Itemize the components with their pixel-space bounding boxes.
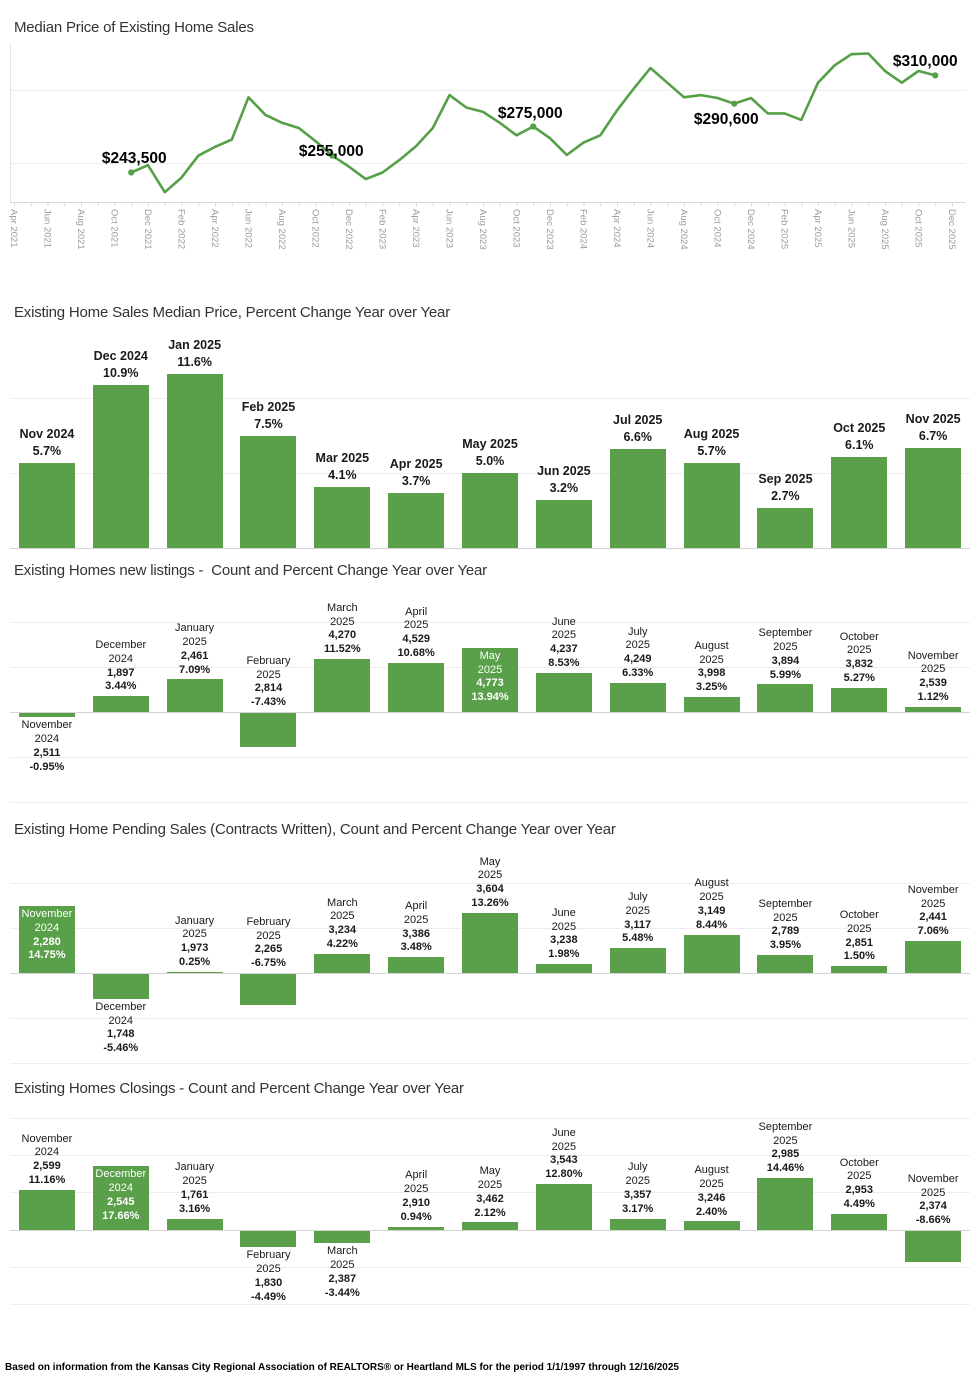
label-count: 3,832	[845, 658, 874, 671]
bar-closings-7[interactable]	[536, 1184, 592, 1230]
x-axis-label: Apr 2025	[812, 209, 823, 248]
label-pct: 5.7%	[32, 443, 62, 458]
x-axis-label: Jun 2025	[845, 209, 857, 249]
label-year: 2025	[182, 928, 207, 941]
price-annotation: $290,600	[693, 110, 759, 128]
label-month: October	[839, 908, 879, 921]
label-count: 2,599	[33, 1160, 61, 1173]
label-pct: 2.7%	[771, 488, 800, 503]
bar-value-label	[150, 1161, 240, 1216]
label-pct: 7.06%	[917, 925, 949, 938]
label-count: 3,998	[697, 667, 726, 680]
x-axis-label: Apr 2022	[209, 209, 220, 248]
label-year: 2025	[403, 619, 429, 632]
bar-closings-8[interactable]	[610, 1219, 666, 1230]
label-year: 2025	[477, 663, 503, 676]
label-pct: 8.44%	[695, 918, 728, 931]
label-pct: 1.50%	[843, 950, 875, 963]
label-month: February	[246, 1249, 291, 1262]
label-month: May	[479, 649, 501, 662]
label-year: 2025	[330, 910, 355, 923]
label-pct: 13.26%	[471, 896, 509, 909]
label-pct: 5.99%	[769, 668, 802, 681]
label-count: 3,543	[550, 1154, 578, 1167]
label-month: Aug 2025	[683, 426, 740, 441]
label-month: Oct 2025	[833, 420, 886, 435]
x-axis-label: Oct 2025	[912, 209, 924, 248]
label-year: 2025	[182, 635, 207, 648]
label-count: 4,529	[402, 633, 430, 646]
label-month: May 2025	[462, 437, 518, 451]
label-pct: 11.6%	[177, 355, 212, 369]
label-pct: 1.12%	[917, 691, 949, 704]
label-pct: -6.75%	[251, 957, 286, 970]
label-pct: 3.17%	[622, 1202, 654, 1215]
label-month: September	[758, 627, 813, 640]
x-axis-label: Jun 2024	[644, 209, 656, 249]
bar-closings-0[interactable]	[19, 1190, 75, 1230]
label-pct: 4.22%	[326, 938, 358, 951]
x-axis-label: Aug 2024	[678, 209, 689, 250]
label-count: 4,270	[328, 629, 357, 642]
label-year: 2025	[773, 911, 798, 924]
label-year: 2025	[182, 1175, 207, 1188]
bar-value-label	[297, 1245, 387, 1300]
x-axis-label: Apr 2024	[611, 209, 622, 248]
label-count: 2,461	[180, 649, 209, 662]
label-pct: -3.44%	[324, 1286, 360, 1299]
label-count: 2,374	[919, 1200, 947, 1213]
label-year: 2024	[108, 1182, 133, 1195]
label-month: December	[95, 1168, 147, 1181]
x-axis-label: Oct 2023	[510, 209, 522, 248]
label-count: 3,234	[328, 924, 357, 937]
x-axis-label: Aug 2022	[276, 209, 287, 250]
label-year: 2025	[330, 1259, 355, 1272]
label-pct: 14.75%	[28, 949, 66, 962]
label-year: 2025	[551, 629, 577, 642]
label-pct: 7.09%	[179, 663, 211, 676]
label-pct: 11.16%	[28, 1174, 66, 1186]
price-annotation: $310,000	[892, 53, 958, 71]
label-pct: 3.7%	[401, 473, 431, 488]
x-axis-label: Aug 2021	[75, 209, 86, 250]
label-year: 2024	[34, 733, 60, 746]
chart-title-pending-sales: Existing Home Pending Sales (Contracts Written), Count and Percent Change Year over Year	[14, 821, 616, 838]
label-count: 2,953	[845, 1184, 874, 1197]
label-year: 2025	[625, 639, 650, 652]
label-year: 2025	[847, 922, 872, 935]
label-month: May	[479, 855, 501, 868]
label-month: Jun 2025	[537, 464, 591, 478]
x-axis-label: Oct 2021	[108, 209, 120, 248]
label-count: 3,149	[697, 905, 726, 918]
label-pct: 14.46%	[766, 1162, 805, 1175]
label-pct: 6.33%	[622, 667, 654, 680]
bar-closings-12[interactable]	[905, 1231, 961, 1262]
label-month: Nov 2025	[905, 411, 961, 426]
x-axis-label: Oct 2024	[711, 209, 723, 248]
label-year: 2025	[256, 668, 281, 681]
bar-closings-3[interactable]	[240, 1231, 296, 1247]
chart-title-median-pct: Existing Home Sales Median Price, Percent Change Year over Year	[14, 304, 450, 321]
label-year: 2025	[847, 644, 872, 657]
label-pct: 8.53%	[548, 656, 580, 669]
label-month: February	[246, 915, 291, 928]
x-axis-label: Dec 2023	[544, 209, 555, 250]
label-month: Jul 2025	[613, 413, 663, 427]
label-pct: 7.5%	[254, 416, 283, 431]
x-axis-label: Jun 2022	[242, 209, 254, 249]
source-note: Based on information from the Kansas City Regional Association of REALTORS® or Heartland MLS for the period 1/1/1997 through 12/16/2025	[5, 1362, 679, 1373]
label-count: 2,280	[33, 935, 61, 948]
label-pct: 6.7%	[918, 428, 948, 443]
label-year: 2025	[330, 615, 355, 628]
label-pct: 5.0%	[475, 454, 505, 468]
label-count: 2,545	[107, 1196, 135, 1209]
y-gridline	[10, 1267, 970, 1268]
label-pct: 4.49%	[843, 1198, 875, 1211]
label-month: Jan 2025	[168, 338, 222, 352]
label-year: 2025	[477, 869, 503, 882]
label-year: 2025	[699, 1177, 724, 1190]
label-month: July	[627, 625, 648, 638]
label-month: August	[694, 1164, 729, 1177]
label-year: 2025	[920, 663, 946, 676]
label-count: 3,246	[697, 1191, 726, 1204]
label-pct: 1.98%	[548, 948, 580, 961]
label-count: 3,386	[402, 927, 430, 940]
label-pct: -8.66%	[915, 1214, 951, 1227]
x-axis-label: Apr 2021	[8, 209, 19, 248]
label-count: 2,387	[328, 1272, 357, 1285]
price-annotation: $275,000	[497, 104, 563, 122]
label-pct: 3.48%	[400, 941, 432, 954]
label-count: 3,357	[623, 1188, 652, 1201]
label-count: 3,604	[476, 883, 504, 896]
label-pct: -0.95%	[29, 760, 65, 773]
label-year: 2025	[773, 641, 798, 654]
label-month: June	[551, 1126, 576, 1139]
label-year: 2025	[847, 1170, 872, 1183]
label-count: 3,117	[624, 918, 652, 931]
label-month: September	[758, 1120, 813, 1133]
label-month: April	[405, 900, 428, 912]
label-year: 2025	[625, 904, 650, 917]
label-month: November	[21, 908, 73, 921]
label-pct: 5.7%	[697, 443, 726, 458]
label-pct: 5.27%	[843, 671, 875, 684]
zero-axis-line	[10, 1230, 970, 1231]
label-year: 2025	[256, 1262, 281, 1275]
label-pct: 11.52%	[323, 643, 361, 656]
bar-closings-9[interactable]	[684, 1221, 740, 1230]
label-month: Sep 2025	[758, 471, 813, 486]
label-month: November	[21, 1132, 73, 1145]
label-month: June	[551, 615, 576, 628]
label-pct: -7.43%	[251, 696, 286, 709]
label-year: 2025	[920, 897, 946, 910]
label-month: April	[405, 605, 428, 618]
bar-closings-4[interactable]	[314, 1231, 370, 1243]
x-axis-label: Jun 2023	[443, 209, 455, 249]
label-pct: 3.2%	[549, 481, 579, 495]
label-count: 4,237	[550, 643, 578, 656]
x-axis-label: Dec 2022	[343, 209, 354, 250]
label-month: Apr 2025	[389, 456, 443, 471]
label-count: 1,973	[180, 942, 209, 955]
label-pct: 6.1%	[845, 437, 874, 452]
label-pct: 3.44%	[105, 680, 137, 693]
label-month: July	[627, 890, 648, 903]
label-year: 2024	[34, 1146, 60, 1159]
x-axis-label: Dec 2024	[745, 209, 756, 250]
label-count: 2,511	[33, 746, 61, 759]
label-month: February	[246, 654, 291, 667]
label-count: 2,910	[402, 1197, 430, 1209]
label-month: December	[95, 638, 147, 651]
label-year: 2025	[477, 1178, 503, 1191]
label-pct: 5.48%	[622, 932, 654, 945]
label-month: September	[758, 897, 813, 910]
label-month: November	[907, 1172, 959, 1185]
label-year: 2025	[773, 1134, 798, 1147]
label-month: November	[907, 883, 959, 896]
label-count: 4,249	[623, 653, 652, 666]
label-count: 1,748	[107, 1028, 135, 1041]
label-count: 2,441	[919, 911, 947, 924]
bar-closings-11[interactable]	[831, 1214, 887, 1230]
label-month: May	[479, 1165, 501, 1178]
x-axis-label: Feb 2024	[577, 209, 589, 250]
label-pct: 12.80%	[545, 1168, 583, 1181]
label-month: Mar 2025	[315, 450, 370, 465]
label-year: 2025	[699, 653, 724, 666]
bar-closings-10[interactable]	[757, 1178, 813, 1230]
label-count: 2,265	[254, 943, 283, 956]
y-gridline	[10, 1304, 970, 1305]
chart-title-closings: Existing Homes Closings - Count and Percent Change Year over Year	[14, 1080, 464, 1097]
label-pct: -4.49%	[251, 1290, 286, 1303]
label-month: August	[694, 639, 729, 652]
x-axis-label: Feb 2023	[376, 209, 388, 250]
label-pct: 4.1%	[328, 467, 357, 482]
label-year: 2025	[551, 920, 577, 933]
chart-title-new-listings: Existing Homes new listings - Count and Percent Change Year over Year	[14, 562, 487, 579]
label-month: December	[95, 1000, 147, 1013]
label-count: 3,894	[771, 654, 800, 667]
label-month: Feb 2025	[241, 399, 296, 414]
price-annotation: $243,500	[101, 150, 167, 168]
label-pct: 6.6%	[623, 430, 652, 444]
x-axis-label: Aug 2023	[477, 209, 488, 250]
label-month: August	[694, 877, 729, 890]
x-axis-label: Apr 2023	[410, 209, 421, 248]
label-month: March	[327, 601, 358, 614]
label-year: 2025	[403, 1183, 429, 1196]
chart-title-median-price: Median Price of Existing Home Sales	[14, 19, 254, 36]
label-month: July	[627, 1161, 648, 1174]
label-count: 2,851	[845, 936, 874, 949]
label-month: November	[21, 719, 73, 732]
label-pct: -5.46%	[103, 1042, 139, 1055]
label-month: April	[405, 1169, 428, 1182]
price-annotation: $255,000	[298, 142, 364, 160]
x-axis-label: Jun 2021	[41, 209, 53, 249]
label-pct: 13.94%	[471, 691, 509, 704]
label-pct: 0.25%	[179, 955, 211, 968]
label-count: 3,238	[550, 934, 578, 947]
label-count: 3,462	[476, 1192, 504, 1205]
label-count: 2,539	[919, 677, 947, 690]
label-month: Dec 2024	[93, 348, 148, 363]
label-year: 2024	[108, 1014, 133, 1027]
label-pct: 0.94%	[400, 1210, 432, 1223]
label-month: January	[175, 914, 215, 927]
bar-value-label	[888, 1173, 978, 1228]
label-month: October	[839, 630, 879, 643]
label-count: 1,830	[254, 1276, 283, 1289]
label-pct: 3.25%	[695, 681, 728, 694]
x-axis-label: Dec 2021	[142, 209, 153, 250]
label-year: 2025	[625, 1175, 650, 1188]
x-axis-label: Feb 2025	[778, 209, 790, 250]
label-count: 2,789	[771, 925, 800, 938]
label-count: 4,773	[476, 677, 504, 690]
y-gridline	[10, 1118, 970, 1119]
label-month: June	[551, 906, 576, 919]
label-year: 2025	[699, 891, 724, 904]
label-pct: 2.12%	[474, 1206, 506, 1219]
label-count: 2,985	[771, 1148, 800, 1161]
bar-closings-6[interactable]	[462, 1222, 518, 1230]
label-pct: 17.66%	[102, 1209, 140, 1222]
label-month: November	[907, 649, 959, 662]
bar-closings-5[interactable]	[388, 1227, 444, 1230]
label-month: Nov 2024	[19, 426, 75, 441]
label-pct: 2.40%	[695, 1205, 728, 1218]
label-count: 1,897	[107, 666, 135, 679]
x-axis-label: Oct 2022	[309, 209, 321, 248]
label-year: 2024	[108, 652, 133, 665]
x-axis-label: Feb 2022	[175, 209, 187, 250]
label-year: 2024	[34, 921, 60, 934]
label-pct: 3.95%	[769, 939, 802, 952]
label-year: 2025	[256, 929, 281, 942]
label-pct: 10.68%	[397, 647, 435, 660]
label-count: 2,814	[254, 682, 283, 695]
x-axis-label: Dec 2025	[946, 209, 957, 250]
label-year: 2025	[403, 913, 429, 926]
label-month: January	[175, 1161, 215, 1174]
label-pct: 10.9%	[103, 365, 139, 380]
label-count: 1,761	[180, 1189, 209, 1202]
label-year: 2025	[551, 1140, 577, 1153]
label-pct: 3.16%	[179, 1202, 211, 1215]
x-axis-label: Aug 2025	[879, 209, 890, 250]
label-month: October	[839, 1156, 879, 1169]
bar-closings-2[interactable]	[167, 1219, 223, 1230]
label-month: March	[327, 896, 358, 909]
label-month: March	[327, 1245, 358, 1258]
label-year: 2025	[920, 1186, 946, 1199]
label-month: January	[175, 622, 215, 635]
